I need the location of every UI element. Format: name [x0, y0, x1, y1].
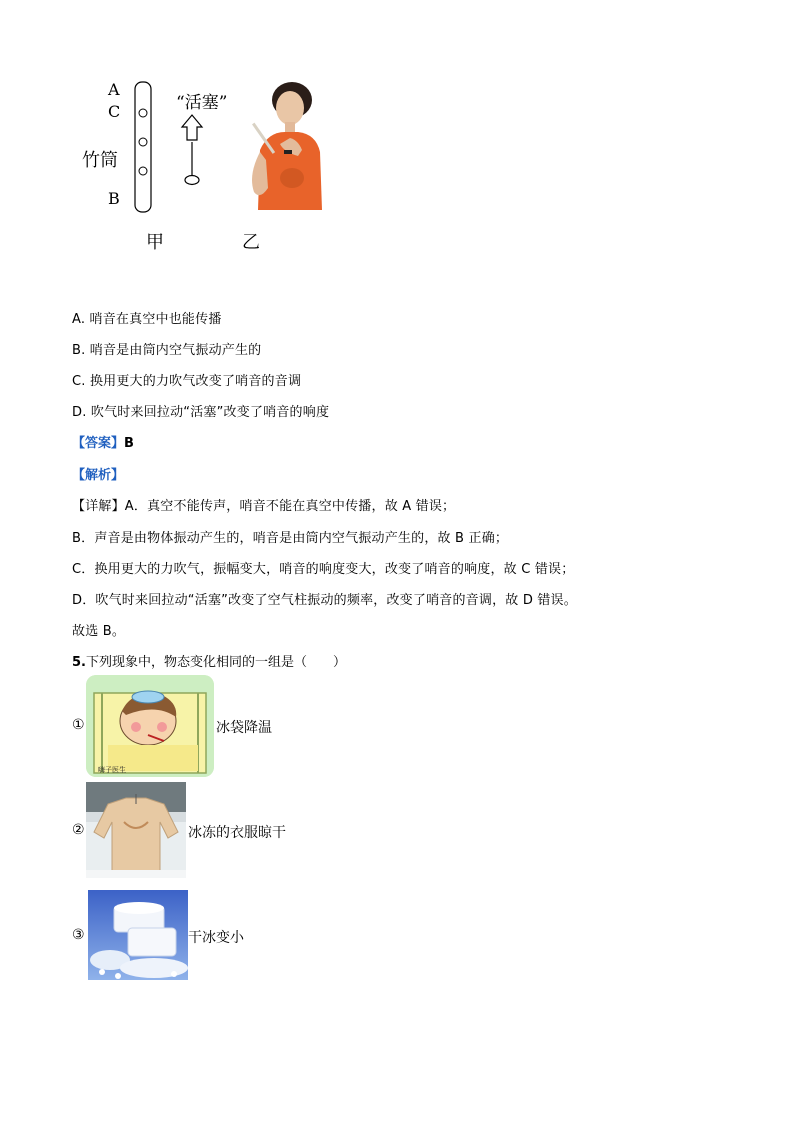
answer-line: [72, 432, 134, 451]
piston-arrow: [182, 115, 202, 140]
option-a: A. 哨音在真空中也能传播: [72, 312, 222, 327]
analysis-bracket-open: 【: [72, 468, 86, 483]
question-5: [72, 651, 346, 670]
option-d: D. 吹气时来回拉动“活塞”改变了哨音的响度: [72, 405, 330, 420]
frozen-sweater-image: [86, 782, 186, 878]
explanation-line-3: C．换用更大的力吹气，振幅变大，哨音的响度变大，改变了哨音的响度，故 C 错误；: [72, 562, 575, 577]
answer-bracket-open: 【: [72, 436, 86, 451]
piston-handle: [185, 176, 199, 185]
svg-text:嗨子医生: 嗨子医生: [98, 766, 126, 774]
caption-jia: 甲: [146, 232, 164, 253]
ice-bag-child-image: [86, 675, 214, 777]
label-piston: “活塞”: [176, 93, 228, 113]
item-1-text: 冰袋降温: [216, 720, 272, 736]
question-text: 下列现象中，物态变化相同的一组是（ ）: [85, 655, 346, 670]
dry-ice-image: [88, 890, 188, 980]
explanation-line-2: B．声音是由物体振动产生的，哨音是由筒内空气振动产生的，故 B 正确；: [72, 531, 509, 546]
item-1-number: ①: [72, 717, 85, 733]
woman-whistle-photo: [240, 80, 330, 210]
analysis-line: [72, 464, 124, 483]
answer-value: B: [124, 436, 134, 451]
item-2-number: ②: [72, 822, 85, 838]
option-c: C. 换用更大的力吹气改变了哨音的音调: [72, 374, 302, 389]
item-2-text: 冰冻的衣服晾干: [188, 825, 286, 841]
answer-tag: 答案: [85, 436, 112, 451]
analysis-bracket-close: 】: [111, 468, 125, 483]
explanation-conclusion: 故选 B。: [72, 624, 126, 639]
label-b: B: [108, 189, 120, 208]
bamboo-tube-shape: [135, 82, 151, 212]
question-number: 5.: [72, 655, 86, 670]
explanation-line-4: D．吹气时来回拉动“活塞”改变了空气柱振动的频率，改变了哨音的音调，故 D 错误。: [72, 593, 577, 608]
label-a: A: [108, 80, 120, 99]
option-b: B. 哨音是由筒内空气振动产生的: [72, 343, 262, 358]
label-tube: 竹筒: [82, 150, 118, 171]
item-3-text: 干冰变小: [188, 930, 244, 946]
item-3-number: ③: [72, 927, 85, 943]
answer-bracket-close: 】: [111, 436, 125, 451]
caption-yi: 乙: [242, 232, 260, 253]
label-c: C: [108, 102, 121, 121]
explanation-line-1: 【详解】A．真空不能传声，哨音不能在真空中传播，故 A 错误；: [72, 499, 456, 514]
analysis-tag: 解析: [85, 468, 112, 483]
woman-whistle-image: [240, 80, 330, 210]
